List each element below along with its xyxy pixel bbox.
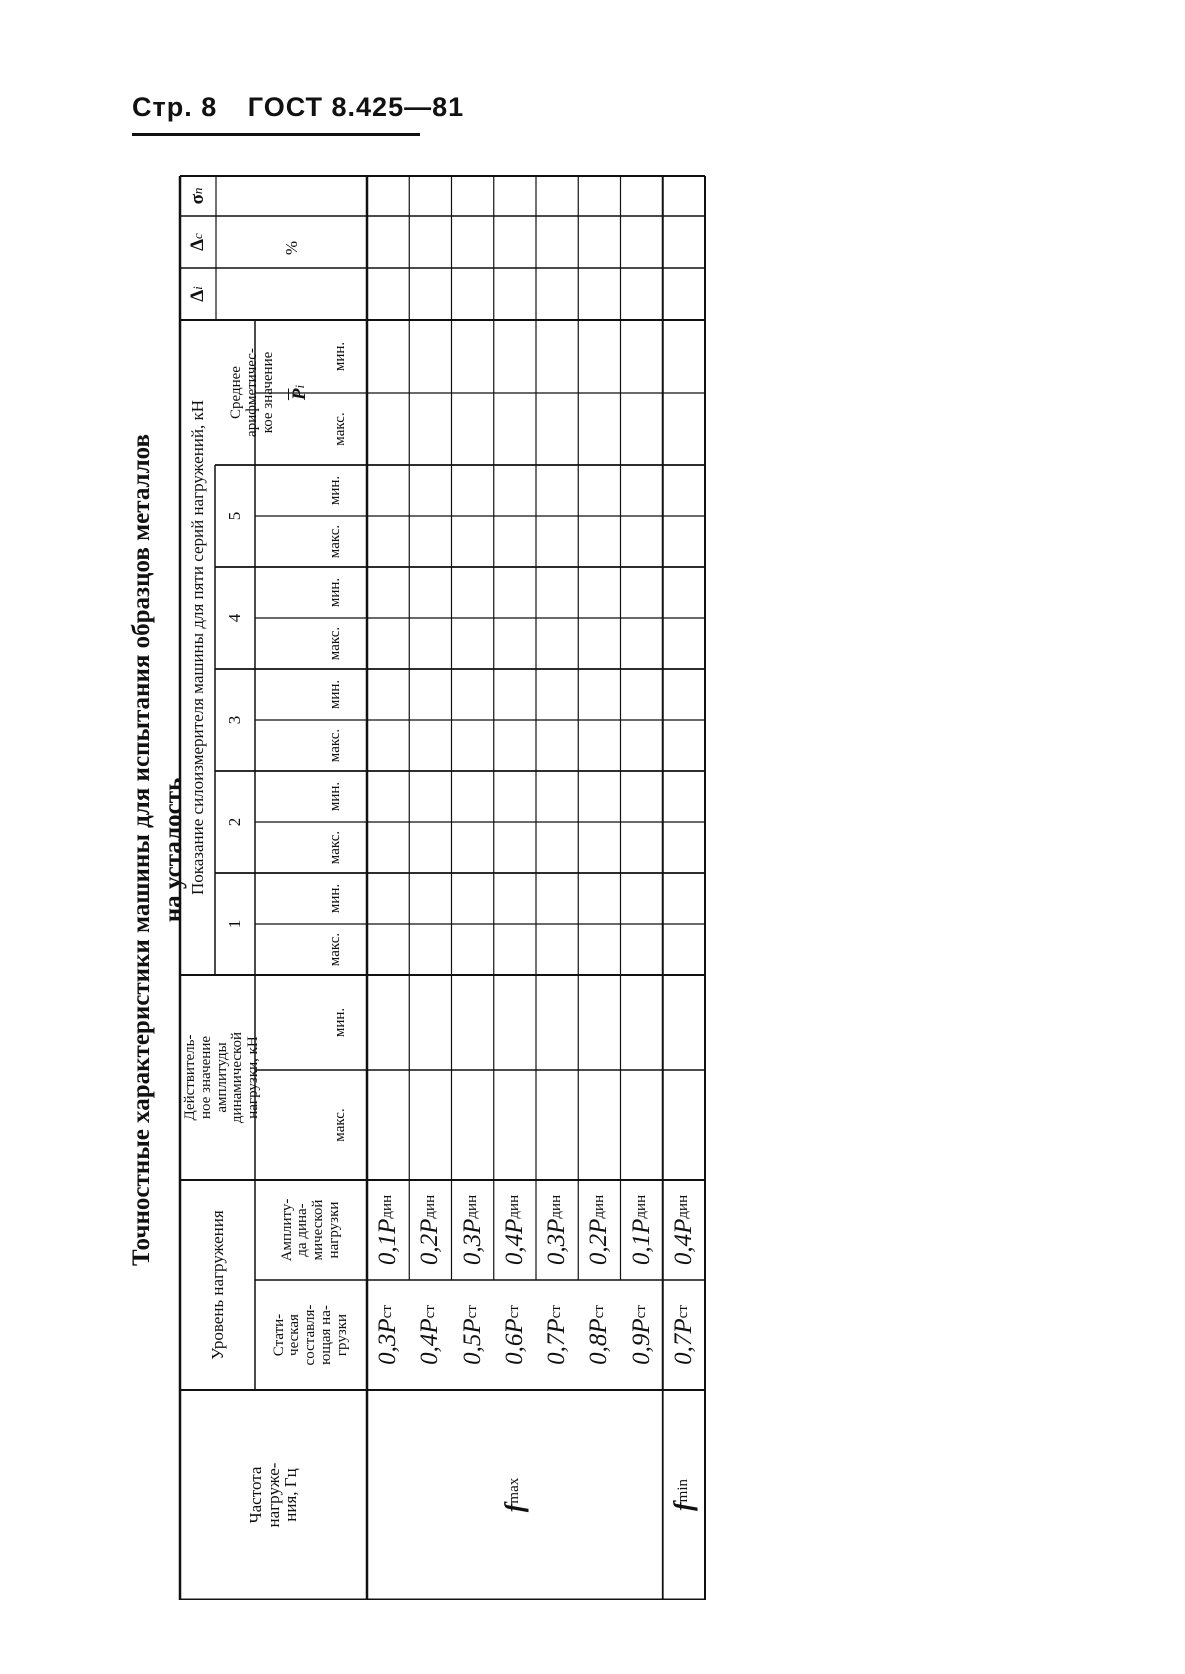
amplitude-value: 0,2 P дин: [416, 1194, 444, 1266]
series-number: 4: [225, 613, 245, 623]
delta-c-header: Δ c: [187, 233, 209, 251]
min-label: мин.: [327, 577, 344, 608]
series-number: 5: [225, 511, 245, 521]
table-subtitle: на усталость: [160, 777, 187, 923]
series-number: 1: [225, 919, 245, 929]
amplitude-value: 0,1 P дин: [374, 1194, 401, 1266]
rotated-table: [120, 100, 820, 1600]
min-label: мин.: [327, 679, 344, 710]
amplitude-value: 0,3 P дин: [458, 1194, 486, 1266]
min-label: мин.: [332, 1007, 349, 1038]
amplitude-value: 0,3 P дин: [543, 1194, 570, 1266]
standard-number: ГОСТ 8.425—81: [247, 92, 465, 122]
max-label: макс.: [327, 728, 344, 763]
col-header-amplitude: Амплиту- да дина- мической нагрузки: [278, 1198, 342, 1262]
static-value: 0,4 P ст: [416, 1305, 444, 1365]
page-number: Стр. 8: [132, 92, 218, 122]
table-title: Точностные характеристики машины для испытания образцов металлов: [128, 434, 155, 1266]
max-label: макс.: [327, 932, 344, 967]
static-value: 0,5 P ст: [458, 1305, 486, 1365]
delta-i-header: Δ i: [187, 286, 209, 302]
static-value: 0,6 P ст: [500, 1305, 528, 1365]
static-value: 0,8 P ст: [585, 1305, 613, 1365]
col-header-mean: Среднее арифметичес- кое значение: [228, 348, 276, 437]
max-label: макс.: [332, 412, 349, 446]
min-label: мин.: [327, 883, 344, 914]
static-value: 0,7 P ст: [543, 1305, 570, 1365]
amplitude-value: 0,2 P дин: [585, 1194, 613, 1266]
sigma-n-header: σ п: [187, 187, 209, 205]
amplitude-value: 0,4 P дин: [669, 1194, 697, 1266]
col-header-load-level: Уровень нагружения: [207, 1210, 227, 1360]
max-label: макс.: [332, 1108, 349, 1142]
amplitude-value: 0,4 P дин: [500, 1194, 528, 1266]
static-value: 0,3 P ст: [374, 1305, 401, 1365]
min-label: мин.: [327, 781, 344, 812]
series-number: 2: [225, 817, 245, 827]
col-header-static: Стати- ческая составля- ющая на- грузки: [270, 1304, 350, 1366]
mean-symbol: $\overline{P}$ i: [289, 384, 311, 401]
freq-max: f max: [500, 1477, 530, 1513]
col-header-readings: Показание силоизмерителя машины для пяти серий нагружений, кН: [187, 399, 207, 896]
static-value: 0,9 P ст: [627, 1305, 655, 1365]
min-label: мин.: [332, 341, 349, 372]
amplitude-value: 0,1 P дин: [627, 1194, 655, 1266]
col-header-actual: Действитель- ное значение амплитуды динамической нагрузки, кН: [182, 1031, 262, 1124]
min-label: мин.: [327, 475, 344, 506]
max-label: макс.: [327, 626, 344, 661]
percent-label: %: [281, 240, 301, 256]
col-header-frequency: Частота нагруже- ния, Гц: [245, 1462, 301, 1528]
static-value: 0,7 P ст: [669, 1305, 697, 1365]
max-label: макс.: [327, 830, 344, 865]
max-label: макс.: [327, 524, 344, 559]
table-grid: [120, 100, 820, 1600]
freq-min: f min: [669, 1479, 699, 1512]
series-number: 3: [225, 715, 245, 725]
